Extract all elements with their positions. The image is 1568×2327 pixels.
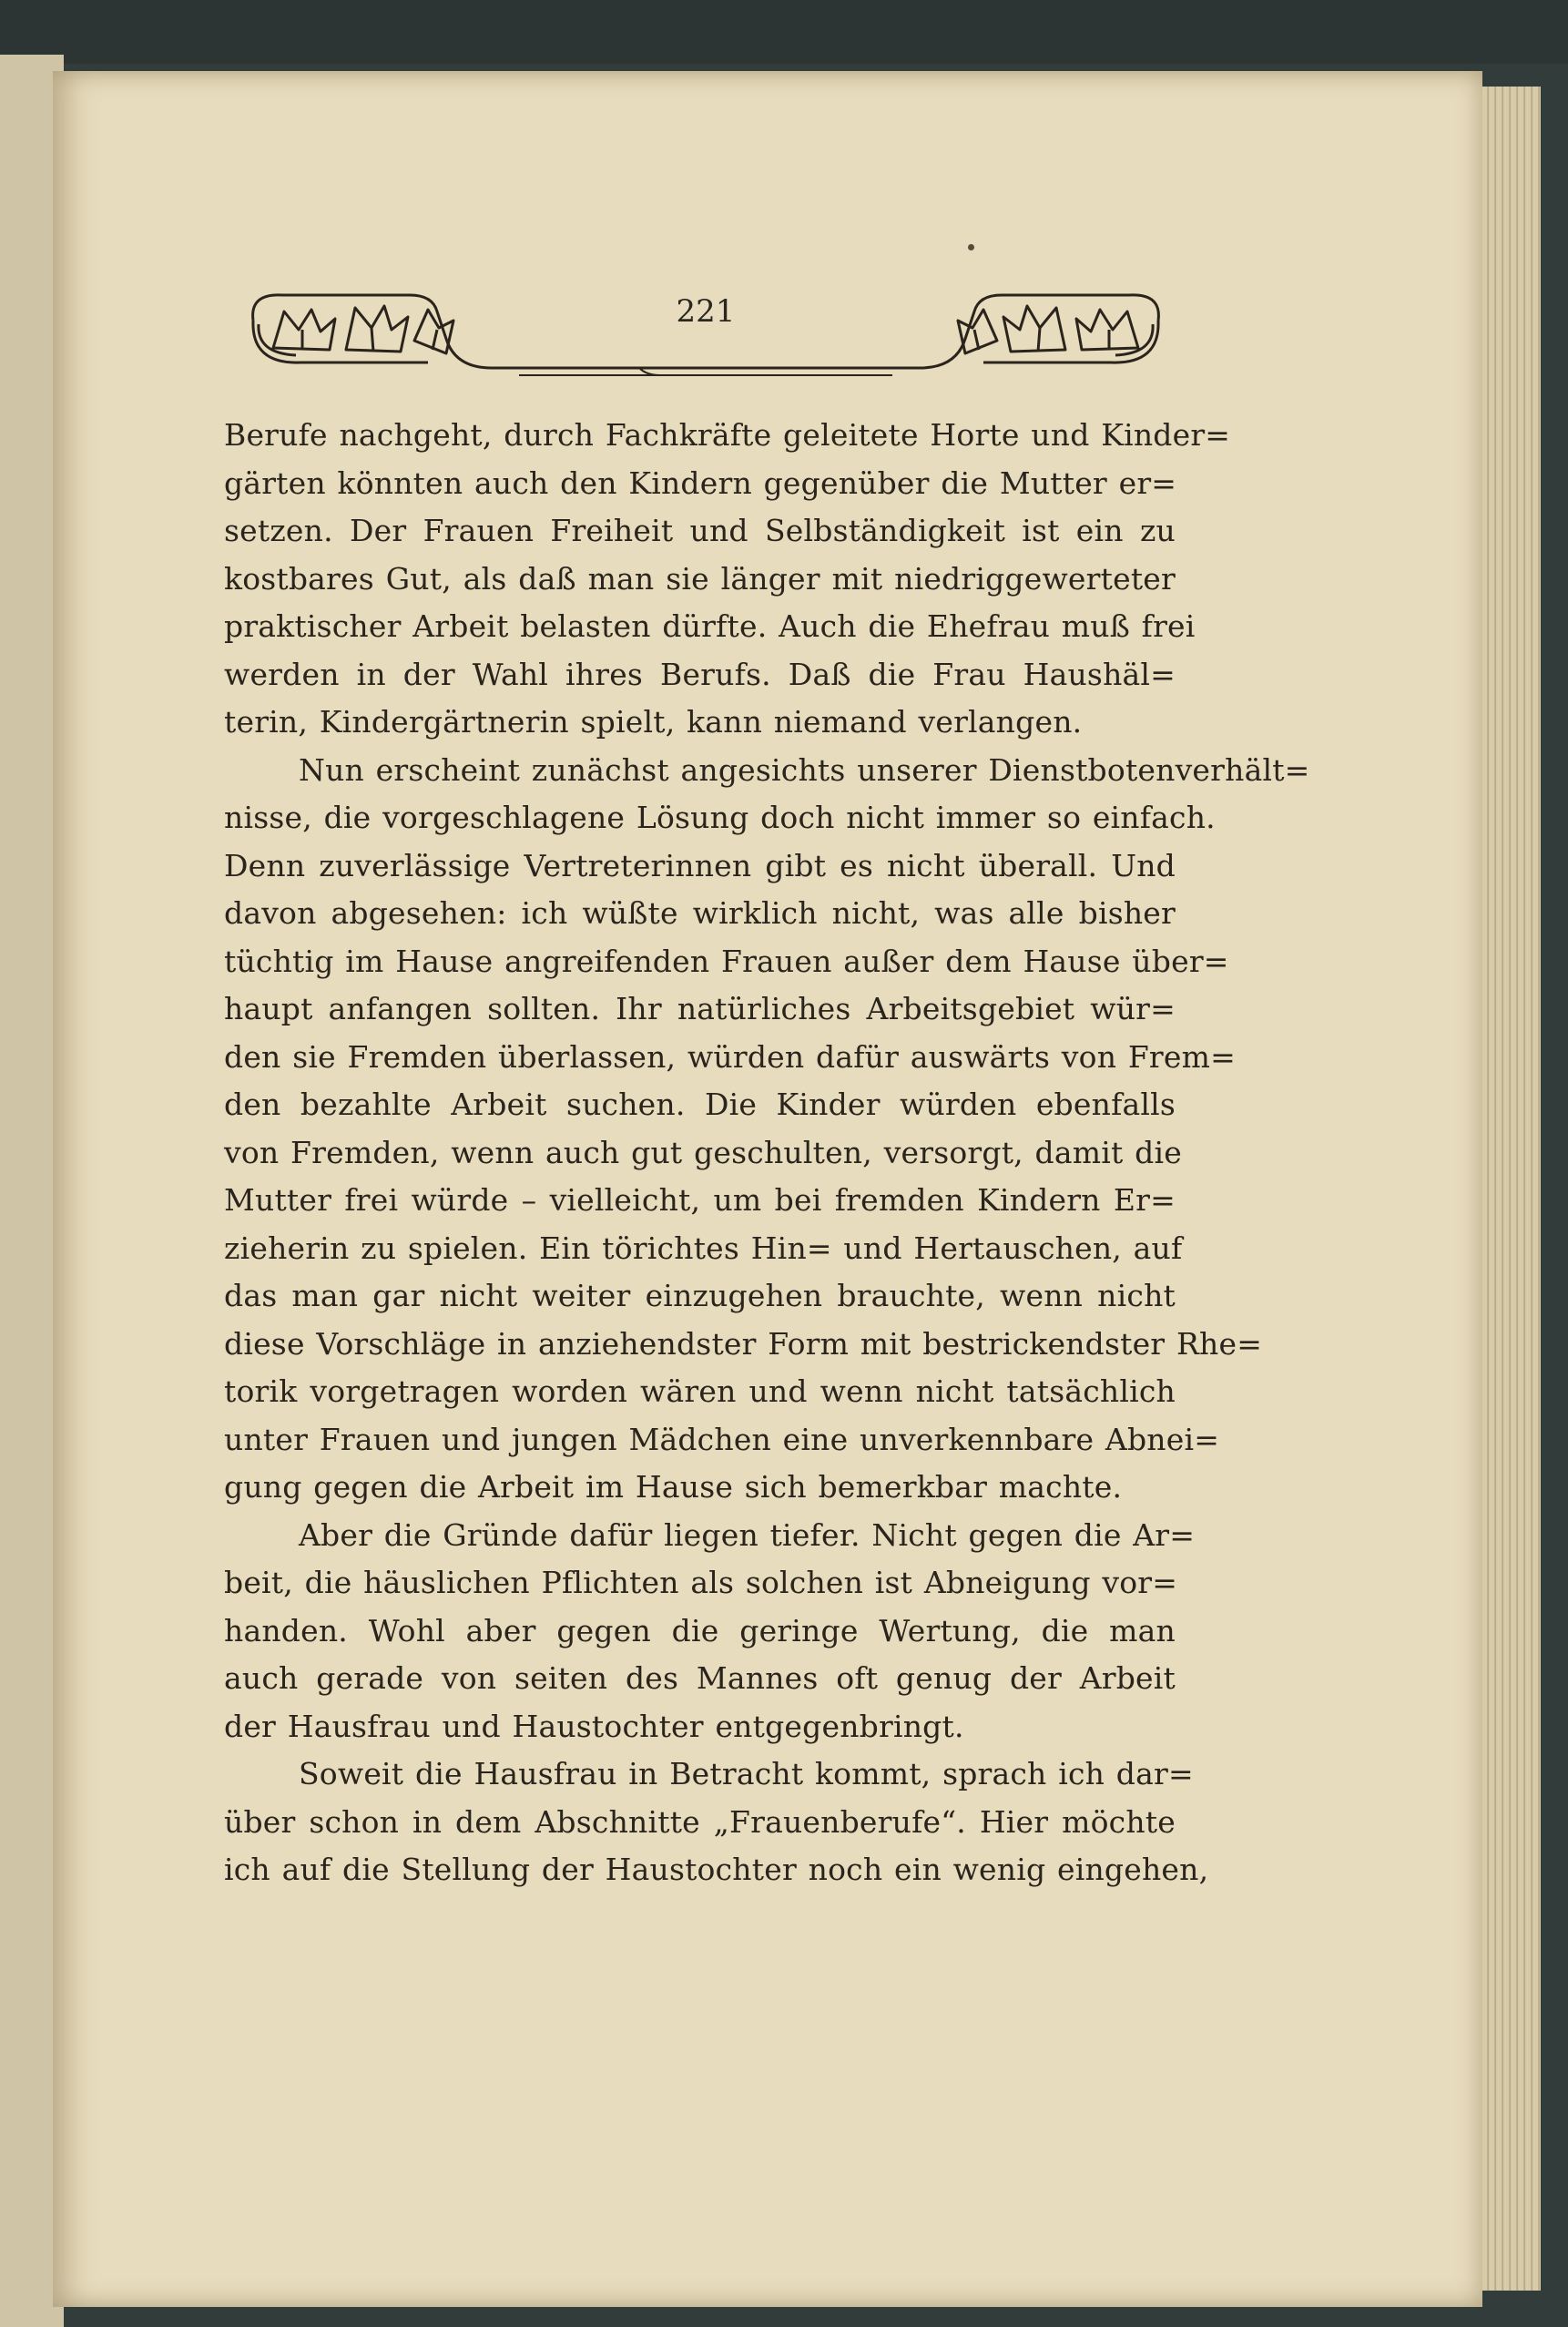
- text-line: ich auf die Stellung der Haustochter noch ein wenig eingehen,: [224, 1852, 1209, 1887]
- text-line: der Hausfrau und Haustochter entgegenbringt.: [224, 1708, 964, 1744]
- text-line: davon abgesehen: ich wüßte wirklich nicht, was alle bisher: [224, 895, 1176, 931]
- text-line: Berufe nachgeht, durch Fachkräfte geleitete Horte und Kinder=: [224, 417, 1231, 453]
- text-line: den bezahlte Arbeit suchen. Die Kinder würden ebenfalls: [224, 1087, 1176, 1122]
- text-line: von Fremden, wenn auch gut geschulten, versorgt, damit die: [224, 1134, 1182, 1170]
- text-line: werden in der Wahl ihres Berufs. Daß die Frau Haushäl=: [224, 656, 1176, 692]
- text-line: gärten könnten auch den Kindern gegenüber die Mutter er=: [224, 464, 1177, 501]
- text-line: torik vorgetragen worden wären und wenn nicht tatsächlich: [224, 1373, 1176, 1409]
- text-line: auch gerade von seiten des Mannes oft genug der Arbeit: [224, 1660, 1176, 1696]
- text-line: setzen. Der Frauen Freiheit und Selbständigkeit ist ein zu: [224, 513, 1176, 548]
- book-cover-top: [0, 0, 1568, 64]
- page-header: [246, 284, 1166, 389]
- page-block-edges: [1473, 87, 1541, 2291]
- text-line: handen. Wohl aber gegen die geringe Wertung, die man: [224, 1612, 1176, 1648]
- text-line: gung gegen die Arbeit im Hause sich bemerkbar machte.: [224, 1469, 1123, 1505]
- text-line: diese Vorschläge in anziehendster Form mit bestrickendster Rhe=: [224, 1325, 1263, 1362]
- text-line: Mutter frei würde – vielleicht, um bei fremden Kindern Er=: [224, 1182, 1176, 1218]
- body-text: [224, 412, 1310, 1894]
- text-line: haupt anfangen sollten. Ihr natürliches Arbeitsgebiet wür=: [224, 991, 1176, 1026]
- text-line: zieherin zu spielen. Ein törichtes Hin= und Hertauschen, auf: [224, 1230, 1183, 1266]
- text-line: beit, die häuslichen Pflichten als solchen ist Abneigung vor=: [224, 1565, 1178, 1600]
- text-line: tüchtig im Hause angreifenden Frauen außer dem Hause über=: [224, 943, 1229, 979]
- text-line: Nun erscheint zunächst angesichts unserer Dienstbotenverhält=: [299, 751, 1310, 788]
- page-number: 221: [676, 293, 736, 330]
- ink-speck: [968, 244, 974, 250]
- text-line: den sie Fremden überlassen, würden dafür auswärts von Frem=: [224, 1038, 1236, 1075]
- text-line: nisse, die vorgeschlagene Lösung doch nicht immer so einfach.: [224, 800, 1216, 835]
- text-line: Denn zuverlässige Vertreterinnen gibt es nicht überall. Und: [224, 847, 1176, 883]
- text-line: praktischer Arbeit belasten dürfte. Auch die Ehefrau muß frei: [224, 608, 1196, 644]
- text-line: unter Frauen und jungen Mädchen eine unverkennbare Abnei=: [224, 1421, 1220, 1457]
- text-line: über schon in dem Abschnitte „Frauenberufe“. Hier möchte: [224, 1803, 1176, 1840]
- text-line: das man gar nicht weiter einzugehen brauchte, wenn nicht: [224, 1278, 1176, 1313]
- text-line: Aber die Gründe dafür liegen tiefer. Nicht gegen die Ar=: [299, 1516, 1196, 1553]
- text-line: terin, Kindergärtnerin spielt, kann niemand verlangen.: [224, 704, 1083, 740]
- text-line: Soweit die Hausfrau in Betracht kommt, sprach ich dar=: [299, 1756, 1194, 1791]
- text-line: kostbares Gut, als daß man sie länger mit niedriggewerteter: [224, 560, 1176, 597]
